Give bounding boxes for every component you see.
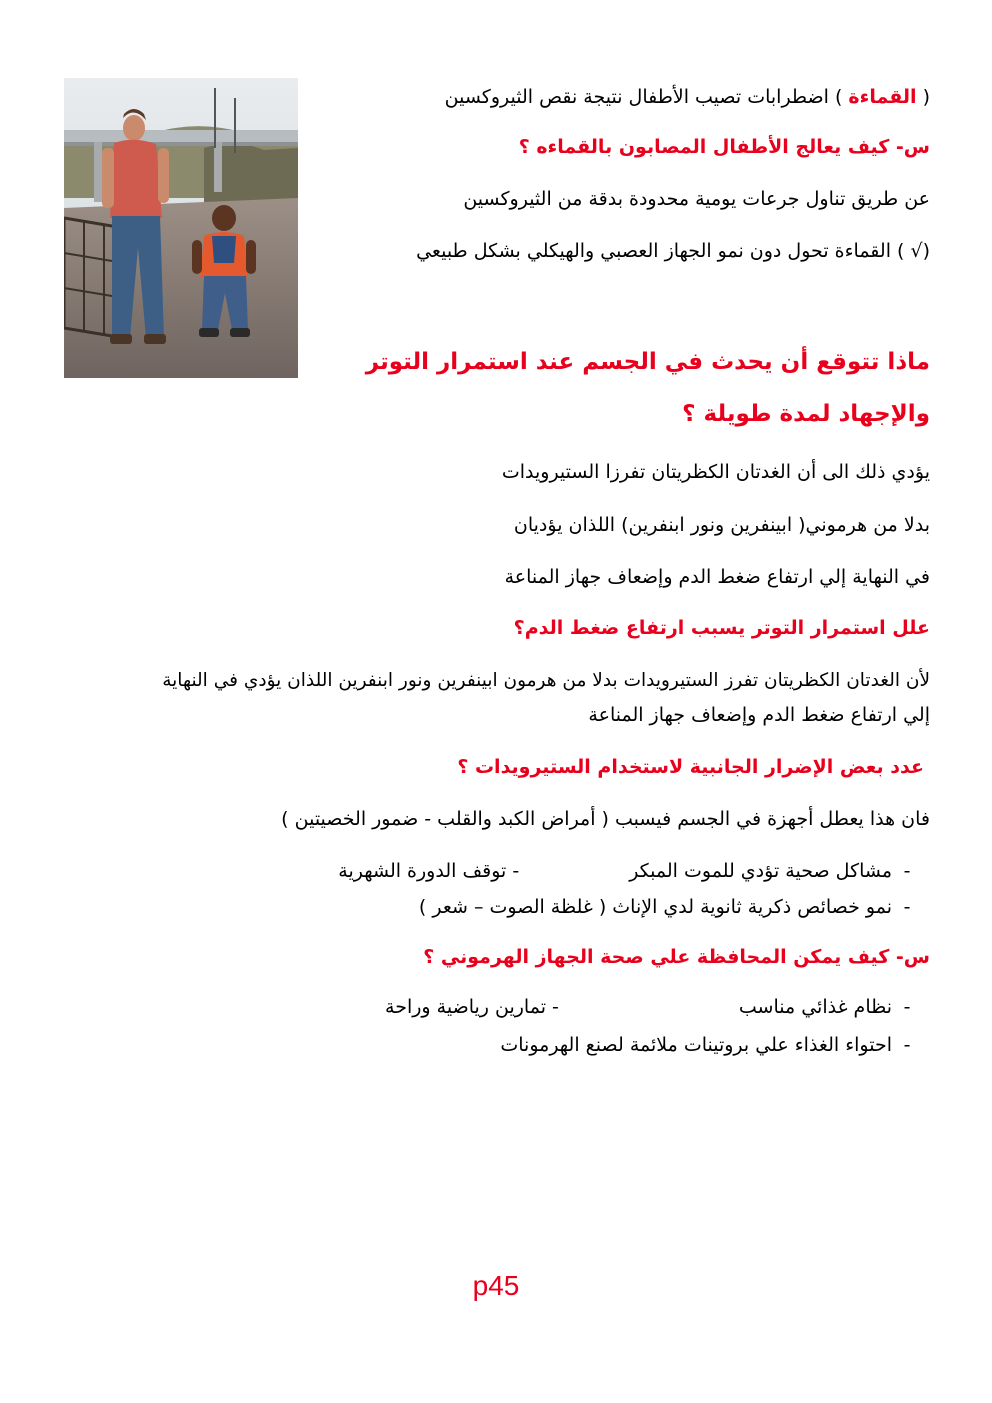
- item-diet: نظام غذائي مناسب: [738, 996, 892, 1018]
- bullet-dash: -: [903, 860, 911, 882]
- question-stress-line-1: ماذا تتوقع أن يحدث في الجسم عند استمرار التوتر: [365, 349, 930, 375]
- answer-blood-pressure-line-1: لأن الغدتان الكظريتان تفرز الستيرويدات بدلا من هرمون ابينفرين ونور ابنفرين اللذان يؤدي في النهاية: [162, 670, 930, 691]
- side-effects-item-1: [338, 858, 922, 884]
- question-hormone-health: س- كيف يمكن المحافظة علي صحة الجهاز الهرموني ؟: [423, 946, 930, 968]
- side-effect-menstruation: - توقف الدورة الشهرية: [338, 860, 520, 882]
- true-false-statement: (√ ) القماءة تحول دون نمو الجهاز العصبي والهيكلي بشكل طبيعي: [416, 240, 930, 262]
- answer-side-effects-intro: فان هذا يعطل أجهزة في الجسم فيسبب ( أمراض الكبد والقلب - ضمور الخصيتين ): [281, 808, 930, 830]
- photo-illustration: [64, 78, 298, 378]
- question-steroid-side-effects: عدد بعض الإضرار الجانبية لاستخدام الستيرويدات ؟: [457, 756, 924, 778]
- side-effects-item-2: [419, 894, 922, 920]
- side-effect-male-traits: نمو خصائص ذكرية ثانوية لدي الإناث ( غلظة الصوت – شعر ): [418, 896, 892, 918]
- answer-treat-qumaa: عن طريق تناول جرعات يومية محدودة بدقة من الثيروكسين: [463, 188, 930, 210]
- bullet-dash: -: [903, 1034, 911, 1056]
- item-exercise: - تمارين رياضية وراحة: [385, 996, 559, 1018]
- bullet-dash: -: [903, 896, 911, 918]
- answer-blood-pressure-line-2: إلي ارتفاع ضغط الدم وإضعاف جهاز المناعة: [588, 704, 930, 726]
- side-effect-early-death: مشاكل صحية تؤدي للموت المبكر: [629, 860, 892, 882]
- question-blood-pressure: علل استمرار التوتر يسبب ارتفاع ضغط الدم؟: [513, 617, 930, 639]
- qumaa-definition: [445, 84, 930, 110]
- hormone-health-item-1: [385, 994, 922, 1020]
- answer-stress-line-1: يؤدي ذلك الى أن الغدتان الكظريتان تفرزا الستيرويدات: [501, 461, 930, 483]
- question-stress-line-2: والإجهاد لمدة طويلة ؟: [682, 401, 930, 427]
- page-number: p45: [472, 1270, 520, 1301]
- hormone-health-item-2: [500, 1032, 922, 1058]
- paren-open: (: [916, 86, 930, 108]
- question-treat-qumaa: س- كيف يعالج الأطفال المصابون بالقماءه ؟: [518, 136, 930, 158]
- photo-tall-man-and-short-man: [64, 78, 298, 378]
- answer-stress-line-3: في النهاية إلي ارتفاع ضغط الدم وإضعاف جهاز المناعة: [504, 566, 930, 588]
- qumaa-term: القماءة: [848, 86, 917, 108]
- bullet-dash: -: [903, 996, 911, 1018]
- answer-stress-line-2: بدلا من هرموني( ابينفرين ونور ابنفرين) اللذان يؤديان: [513, 514, 930, 536]
- qumaa-definition-text: ) اضطرابات تصيب الأطفال نتيجة نقص الثيروكسين: [444, 86, 849, 108]
- item-proteins: احتواء الغذاء علي بروتينات ملائمة لصنع الهرمونات: [500, 1034, 892, 1056]
